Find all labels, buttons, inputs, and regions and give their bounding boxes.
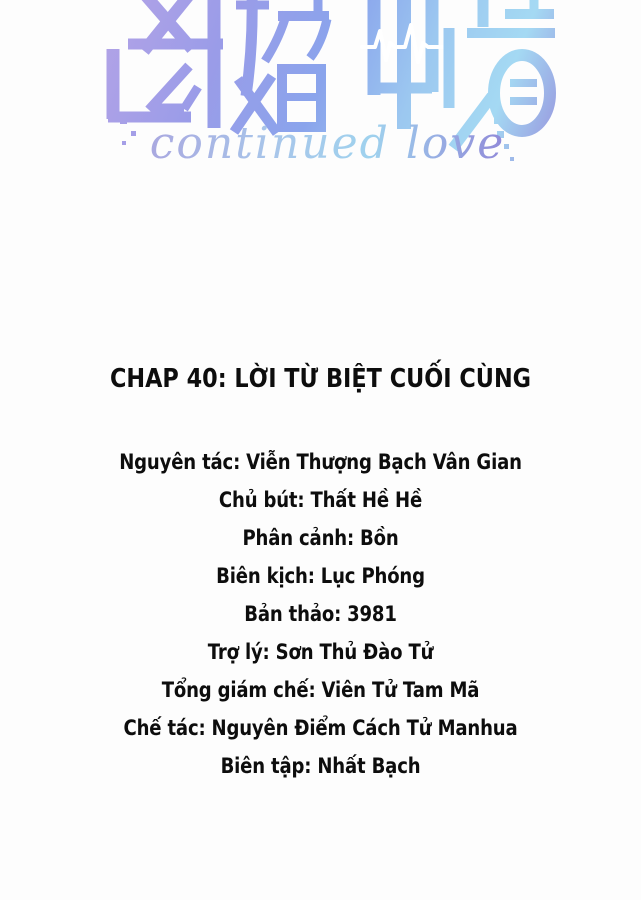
series-subtitle-row <box>0 118 641 169</box>
credit-line-storyboard <box>45 519 596 557</box>
credit-value: Nguyên Điểm Cách Tử Manhua <box>211 716 518 740</box>
credit-line-chief-producer <box>45 671 596 709</box>
series-subtitle: continued love <box>149 118 506 169</box>
credit-label: Nguyên tác: <box>119 450 241 474</box>
credit-label: Phân cảnh: <box>242 526 354 550</box>
credit-line-assistant <box>45 633 596 671</box>
credit-value: Sơn Thủ Đào Tử <box>275 640 434 664</box>
credit-value: Lục Phóng <box>320 564 425 588</box>
credit-value: 3981 <box>347 602 397 626</box>
credit-label: Chế tác: <box>123 716 206 740</box>
series-title-glyphs <box>0 0 641 200</box>
credit-line-draft <box>45 595 596 633</box>
credit-label: Tổng giám chế: <box>161 678 316 702</box>
credit-line-original-author <box>45 443 596 481</box>
credit-value: Viên Tử Tam Mã <box>321 678 480 702</box>
credit-line-chief-writer <box>45 481 596 519</box>
credit-line-editor <box>45 747 596 785</box>
credit-label: Biên kịch: <box>216 564 315 588</box>
credit-label: Chủ bút: <box>218 488 305 512</box>
credit-line-screenwriter <box>45 557 596 595</box>
credit-label: Bản thảo: <box>244 602 342 626</box>
cn-glyph-li <box>108 0 223 128</box>
credits-list <box>45 443 596 785</box>
credit-label: Biên tập: <box>220 754 312 778</box>
credit-label: Trợ lý: <box>207 640 270 664</box>
cn-glyph-hun <box>234 0 329 133</box>
chapter-title: CHAP 40: LỜI TỪ BIỆT CUỐI CÙNG <box>109 364 532 394</box>
credit-line-production <box>45 709 596 747</box>
credit-value: Nhất Bạch <box>317 754 421 778</box>
credit-value: Viễn Thượng Bạch Vân Gian <box>246 450 522 474</box>
cn-glyph-shen <box>374 0 432 129</box>
series-title-art <box>0 0 641 200</box>
credit-value: Thất Hề Hề <box>310 488 423 512</box>
credit-value: Bồn <box>360 526 399 550</box>
